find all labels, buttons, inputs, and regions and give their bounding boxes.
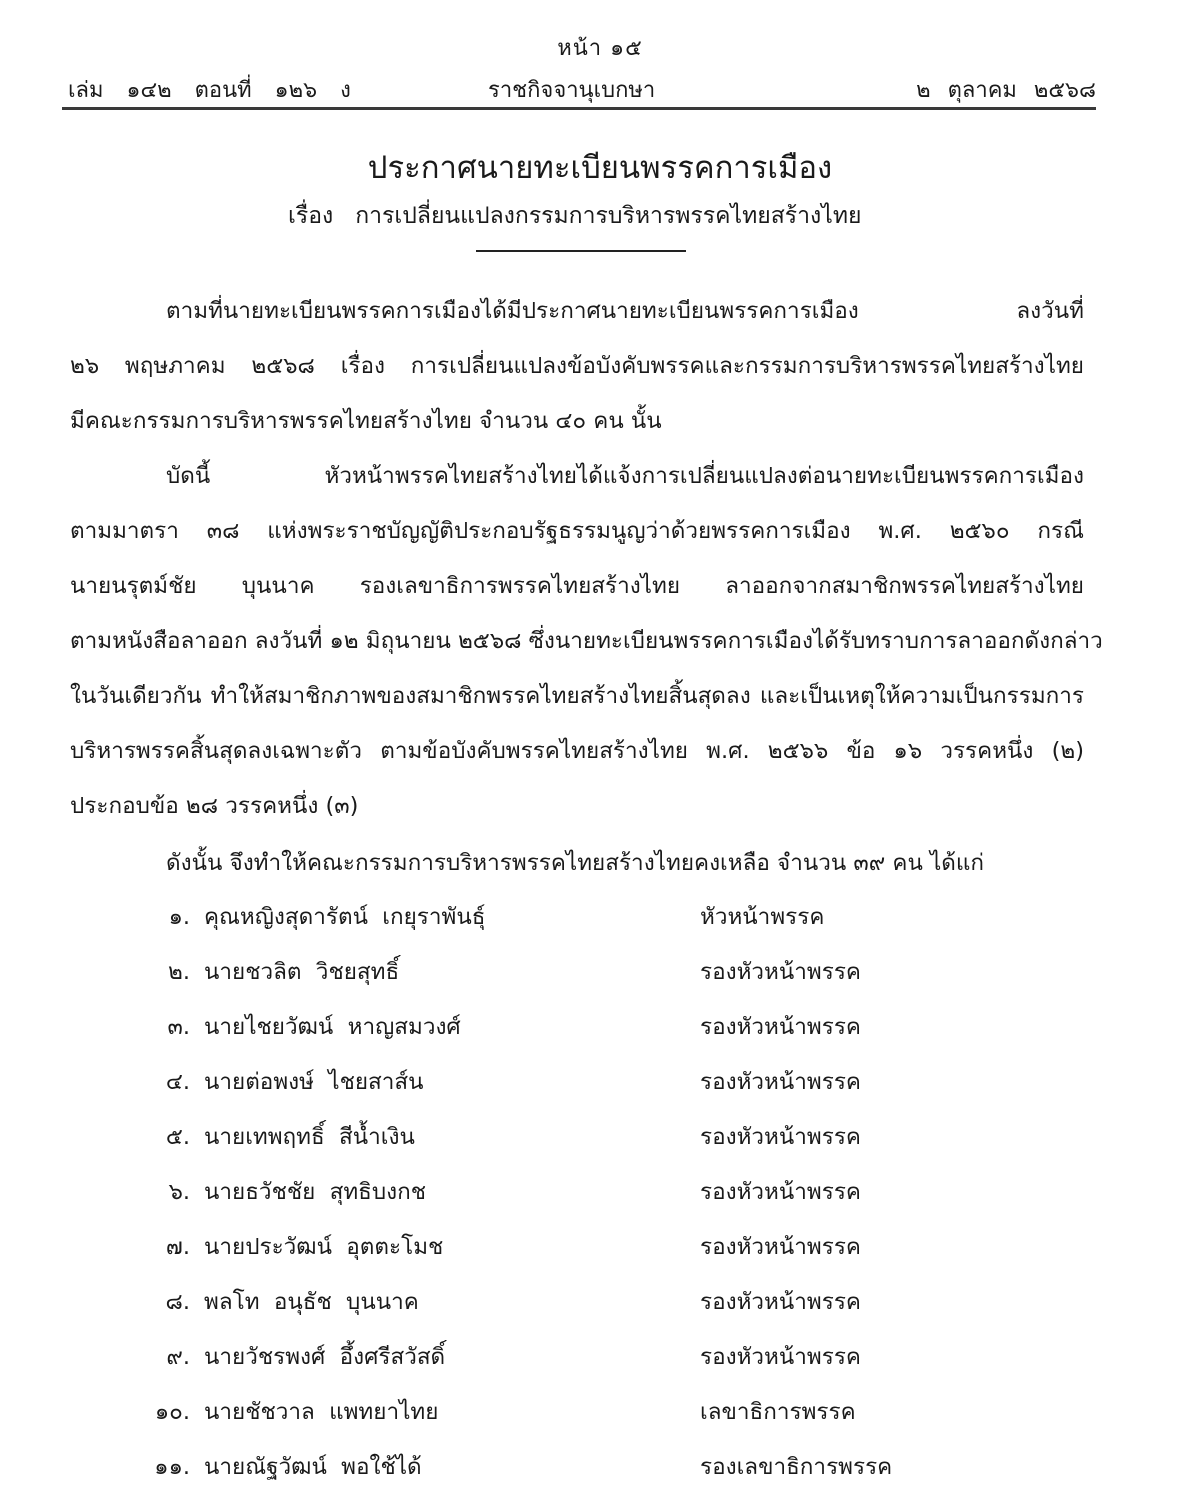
- member-role: รองเลขาธิการพรรค: [700, 1454, 893, 1480]
- paragraph-line: บัดนี้ หัวหน้าพรรคไทยสร้างไทยได้แจ้งการเปลี่ยนแปลงต่อนายทะเบียนพรรคการเมือง: [166, 463, 1084, 489]
- list-item: [0, 1000, 1200, 1055]
- gazette-header: [68, 72, 1096, 106]
- paragraph-line: ดังนั้น จึงทำให้คณะกรรมการบริหารพรรคไทยสร้างไทยคงเหลือ จำนวน ๓๙ คน ได้แก่: [166, 850, 985, 876]
- announcement-subject: เรื่อง การเปลี่ยนแปลงกรรมการบริหารพรรคไทยสร้างไทย: [288, 203, 862, 229]
- list-item: [0, 1220, 1200, 1275]
- item-number: ๕.: [165, 1124, 190, 1150]
- member-role: รองหัวหน้าพรรค: [700, 1234, 861, 1260]
- item-number: ๒.: [168, 959, 190, 985]
- list-item: [0, 1275, 1200, 1330]
- list-item: [0, 1440, 1200, 1495]
- member-list: [0, 890, 1200, 1495]
- member-name: นายต่อพงษ์ ไชยสาส์น: [204, 1069, 424, 1095]
- paragraph-line: ตามมาตรา ๓๘ แห่งพระราชบัญญัติประกอบรัฐธรรมนูญว่าด้วยพรรคการเมือง พ.ศ. ๒๕๖๐ กรณี: [70, 518, 1084, 544]
- list-item: [0, 890, 1200, 945]
- member-name: นายวัชรพงศ์ อึ้งศรีสวัสดิ์: [204, 1344, 446, 1370]
- publication-name: ราชกิจจานุเบกษา: [488, 78, 656, 103]
- list-item: [0, 1055, 1200, 1110]
- member-role: รองหัวหน้าพรรค: [700, 1124, 861, 1150]
- list-item: [0, 1165, 1200, 1220]
- member-name: นายชวลิต วิชยสุทธิ์: [204, 959, 400, 985]
- paragraph-line: มีคณะกรรมการบริหารพรรคไทยสร้างไทย จำนวน ๔๐ คน นั้น: [70, 408, 662, 434]
- item-number: ๔.: [165, 1069, 190, 1095]
- member-name: นายประวัฒน์ อุตตะโมช: [204, 1234, 444, 1260]
- volume-issue: เล่ม ๑๔๒ ตอนที่ ๑๒๖ ง: [68, 78, 351, 103]
- member-name: พลโท อนุธัช บุนนาค: [204, 1289, 419, 1315]
- item-number: ๑๑.: [154, 1454, 190, 1480]
- paragraph-2: [70, 449, 1103, 834]
- header-divider: [62, 107, 1096, 110]
- member-role: รองหัวหน้าพรรค: [700, 959, 861, 985]
- member-name: นายเทพฤทธิ์ สีน้ำเงิน: [204, 1124, 415, 1150]
- item-number: ๙.: [166, 1344, 190, 1370]
- item-number: ๖.: [168, 1179, 190, 1205]
- member-role: เลขาธิการพรรค: [700, 1399, 856, 1425]
- paragraph-line: ๒๖ พฤษภาคม ๒๕๖๘ เรื่อง การเปลี่ยนแปลงข้อบังคับพรรคและกรรมการบริหารพรรคไทยสร้างไทย: [70, 353, 1084, 379]
- paragraph-1: [70, 284, 1084, 449]
- member-name: นายณัฐวัฒน์ พอใช้ได้: [204, 1454, 422, 1480]
- list-item: [0, 1110, 1200, 1165]
- paragraph-line: ตามที่นายทะเบียนพรรคการเมืองได้มีประกาศนายทะเบียนพรรคการเมือง ลงวันที่: [166, 298, 1084, 324]
- member-role: รองหัวหน้าพรรค: [700, 1289, 861, 1315]
- member-name: นายชัชวาล แพทยาไทย: [204, 1399, 439, 1425]
- member-role: รองหัวหน้าพรรค: [700, 1179, 861, 1205]
- item-number: ๑๐.: [154, 1399, 190, 1425]
- member-name: นายธวัชชัย สุทธิบงกช: [204, 1179, 427, 1205]
- item-number: ๑.: [168, 904, 190, 930]
- member-role: รองหัวหน้าพรรค: [700, 1344, 861, 1370]
- member-name: คุณหญิงสุดารัตน์ เกยุราพันธุ์: [204, 904, 486, 930]
- member-name: นายไชยวัฒน์ หาญสมวงศ์: [204, 1014, 461, 1040]
- paragraph-line: ตามหนังสือลาออก ลงวันที่ ๑๒ มิถุนายน ๒๕๖๘ ซึ่งนายทะเบียนพรรคการเมืองได้รับทราบการลาออกดังกล่าว: [70, 628, 1103, 654]
- announcement-title: ประกาศนายทะเบียนพรรคการเมือง: [367, 150, 833, 186]
- item-number: ๘.: [165, 1289, 190, 1315]
- page-number: หน้า ๑๕: [557, 36, 643, 61]
- title-divider: [476, 250, 686, 252]
- member-role: หัวหน้าพรรค: [700, 904, 825, 930]
- paragraph-3: [70, 836, 1084, 891]
- publication-date: ๒ ตุลาคม ๒๕๖๘: [916, 78, 1096, 103]
- item-number: ๓.: [167, 1014, 190, 1040]
- item-number: ๗.: [165, 1234, 190, 1260]
- list-item: [0, 1330, 1200, 1385]
- list-item: [0, 945, 1200, 1000]
- member-role: รองหัวหน้าพรรค: [700, 1069, 861, 1095]
- paragraph-line: นายนรุตม์ชัย บุนนาค รองเลขาธิการพรรคไทยสร้างไทย ลาออกจากสมาชิกพรรคไทยสร้างไทย: [70, 573, 1084, 599]
- paragraph-line: บริหารพรรคสิ้นสุดลงเฉพาะตัว ตามข้อบังคับพรรคไทยสร้างไทย พ.ศ. ๒๕๖๖ ข้อ ๑๖ วรรคหนึ่ง (๒): [70, 738, 1084, 764]
- list-item: [0, 1385, 1200, 1440]
- member-role: รองหัวหน้าพรรค: [700, 1014, 861, 1040]
- paragraph-line: ในวันเดียวกัน ทำให้สมาชิกภาพของสมาชิกพรรคไทยสร้างไทยสิ้นสุดลง และเป็นเหตุให้ความเป็นกรรมการ: [70, 683, 1084, 709]
- paragraph-line: ประกอบข้อ ๒๘ วรรคหนึ่ง (๓): [70, 793, 359, 819]
